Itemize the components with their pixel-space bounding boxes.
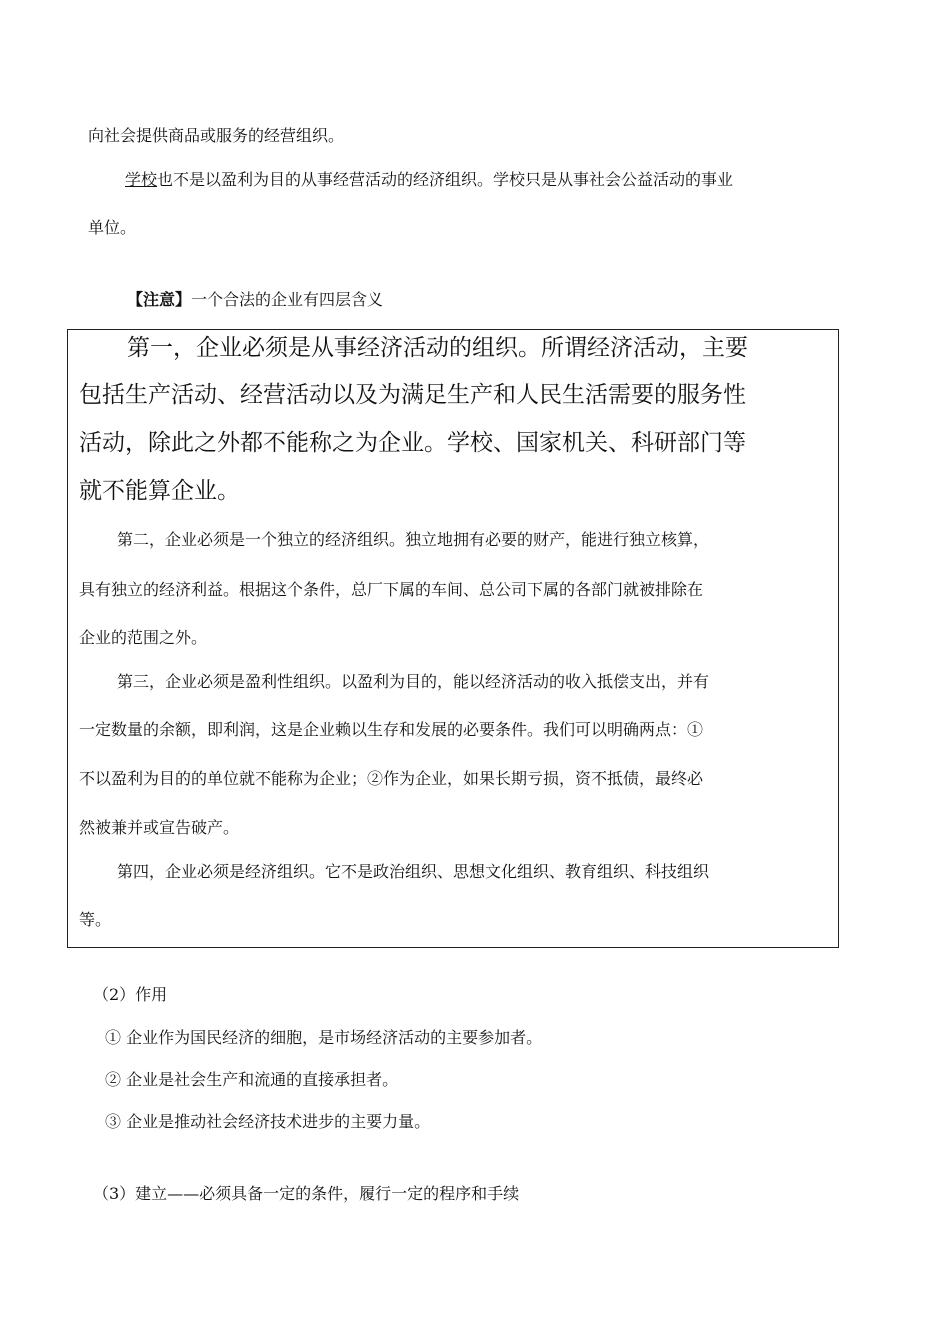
note-heading (127, 290, 383, 310)
fourth-point-line-1: 第四，企业必须是经济组织。它不是政治组织、思想文化组织、教育组织、科技组织 (117, 862, 710, 881)
intro-line-1: 向社会提供商品或服务的经营组织。 (88, 126, 345, 145)
section-2-item-3: ③ 企业是推动社会经济技术进步的主要力量。 (105, 1112, 431, 1131)
note-label: 【注意】 (127, 290, 192, 309)
first-point-line-1: 第一，企业必须是从事经济活动的组织。所谓经济活动，主要 (127, 335, 748, 361)
first-point-line-2: 包括生产活动、经营活动以及为满足生产和人民生活需要的服务性 (79, 382, 746, 408)
second-point-line-2: 具有独立的经济利益。根据这个条件，总厂下属的车间、总公司下属的各部门就被排除在 (79, 580, 704, 599)
second-point-line-3: 企业的范围之外。 (79, 628, 208, 647)
school-link[interactable]: 学校 (125, 170, 158, 189)
section-3-heading: （3）建立——必须具备一定的条件，履行一定的程序和手续 (93, 1184, 520, 1203)
intro-paragraph-2-line-2: 单位。 (88, 218, 137, 237)
third-point-line-2: 一定数量的余额，即利润，这是企业赖以生存和发展的必要条件。我们可以明确两点：① (79, 720, 704, 739)
first-point-line-4: 就不能算企业。 (79, 478, 240, 504)
intro-paragraph-2 (125, 170, 733, 190)
first-point-line-3: 活动，除此之外都不能称之为企业。学校、国家机关、科研部门等 (79, 430, 746, 456)
section-2-heading: （2）作用 (93, 985, 168, 1004)
third-point-line-1: 第三，企业必须是盈利性组织。以盈利为目的，能以经济活动的收入抵偿支出，并有 (117, 672, 710, 691)
third-point-line-4: 然被兼并或宣告破产。 (79, 818, 240, 837)
fourth-point-line-2: 等。 (79, 910, 112, 929)
section-2-item-1: ① 企业作为国民经济的细胞，是市场经济活动的主要参加者。 (105, 1028, 543, 1047)
intro-paragraph-2-text: 也不是以盈利为目的从事经营活动的经济组织。学校只是从事社会公益活动的事业 (157, 170, 734, 189)
third-point-line-3: 不以盈利为目的的单位就不能称为企业；②作为企业，如果长期亏损，资不抵债，最终必 (79, 769, 704, 788)
section-2-item-2: ② 企业是社会生产和流通的直接承担者。 (105, 1070, 399, 1089)
second-point-line-1: 第二，企业必须是一个独立的经济组织。独立地拥有必要的财产，能进行独立核算， (117, 530, 710, 549)
note-text: 一个合法的企业有四层含义 (191, 290, 384, 309)
